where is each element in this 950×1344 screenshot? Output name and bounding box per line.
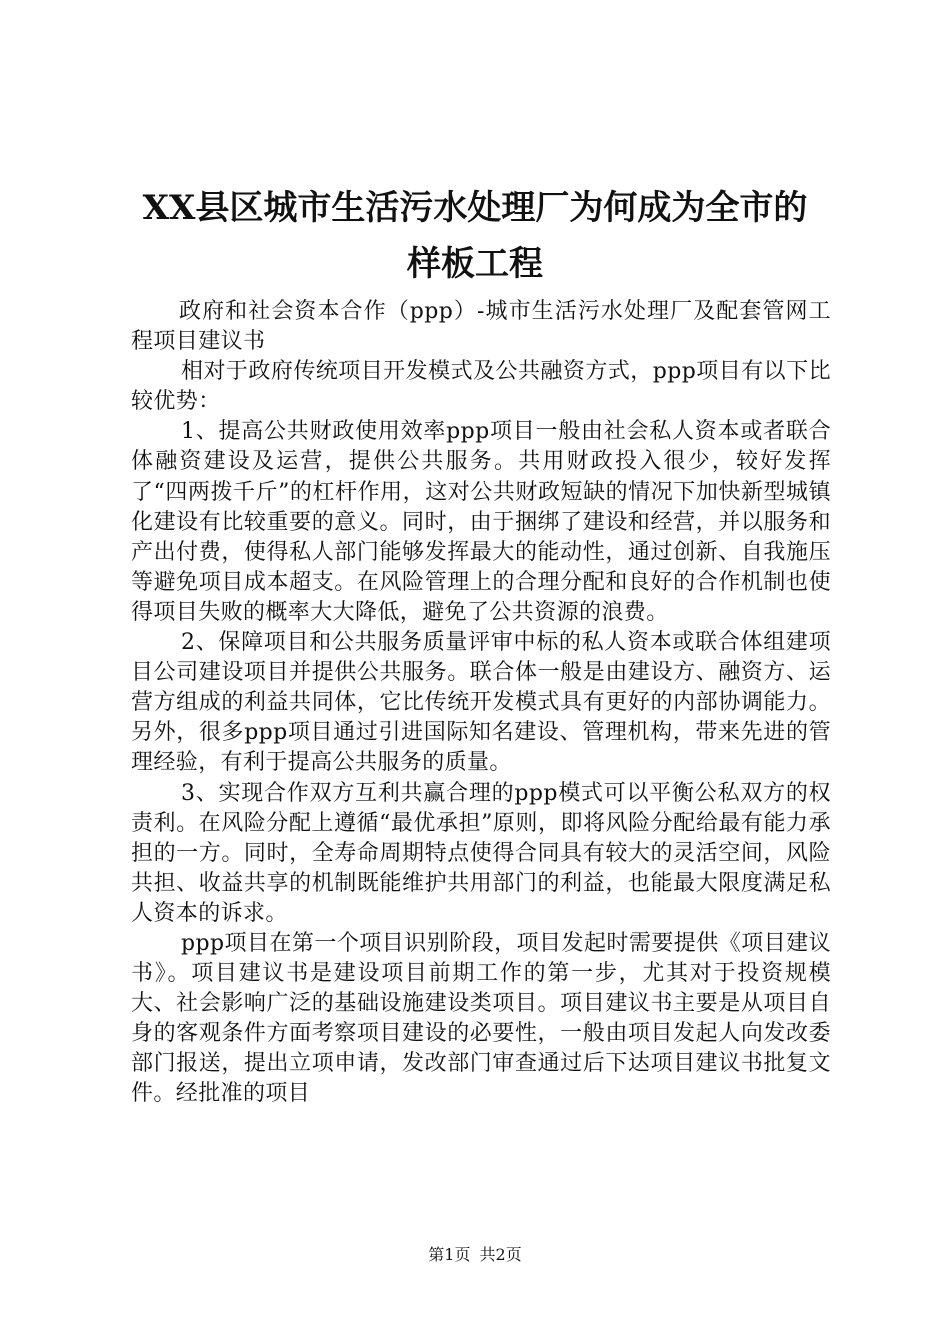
page-footer <box>0 1244 950 1266</box>
page-total: 共2页 <box>479 1245 522 1264</box>
title-line-2: 样板工程 <box>407 244 543 284</box>
title-line-1: XX县区城市生活污水处理厂为何成为全市的 <box>142 188 808 228</box>
paragraph-advantage-2: 2、保障项目和公共服务质量评审中标的私人资本或联合体组建项目公司建设项目并提供公共服务。联合体一般是由建设方、融资方、运营方组成的利益共同体，它比传统开发模式具有更好的内部协调能力。另外，很多ppp项目通过引进国际知名建设、管理机构，带来先进的管理经验，有利于提高公共服务的质量。 <box>131 630 831 776</box>
paragraph-project-proposal: ppp项目在第一个项目识别阶段，项目发起时需要提供《项目建议书》。项目建议书是建设项目前期工作的第一步，尤其对于投资规模大、社会影响广泛的基础设施建设类项目。项目建议书主要是从项目自身的客观条件方面考察项目建设的必要性，一般由项目发起人向发改委部门报送，提出立项申请，发改部门审查通过后下达项目建议书批复文件。经批准的项目 <box>131 930 831 1107</box>
paragraph-advantage-3: 3、实现合作双方互利共赢合理的ppp模式可以平衡公私双方的权责利。在风险分配上遵循“最优承担”原则，即将风险分配给最有能力承担的一方。同时，全寿命周期特点使得合同具有较大的灵活空间，风险共担、收益共享的机制既能维护共用部门的利益，也能最大限度满足私人资本的诉求。 <box>131 780 831 926</box>
paragraph-advantage-1: 1、提高公共财政使用效率ppp项目一般由社会私人资本或者联合体融资建设及运营，提供公共服务。共用财政投入很少，较好发挥了“四两拨千斤”的杠杆作用，这对公共财政短缺的情况下加快新型城镇化建设有比较重要的意义。同时，由于捆绑了建设和经营，并以服务和产出付费，使得私人部门能够发挥最大的能动性，通过创新、自我施压等避免项目成本超支。在风险管理上的合理分配和良好的合作机制也使得项目失败的概率大大降低，避免了公共资源的浪费。 <box>131 419 831 625</box>
paragraph-intro: 政府和社会资本合作（ppp）-城市生活污水处理厂及配套管网工程项目建议书 <box>131 299 831 355</box>
document-body <box>131 297 831 1110</box>
page-number: 第1页 <box>428 1245 471 1264</box>
paragraph-advantages-lead: 相对于政府传统项目开发模式及公共融资方式，ppp项目有以下比较优势： <box>131 359 831 415</box>
document-title <box>100 180 850 292</box>
